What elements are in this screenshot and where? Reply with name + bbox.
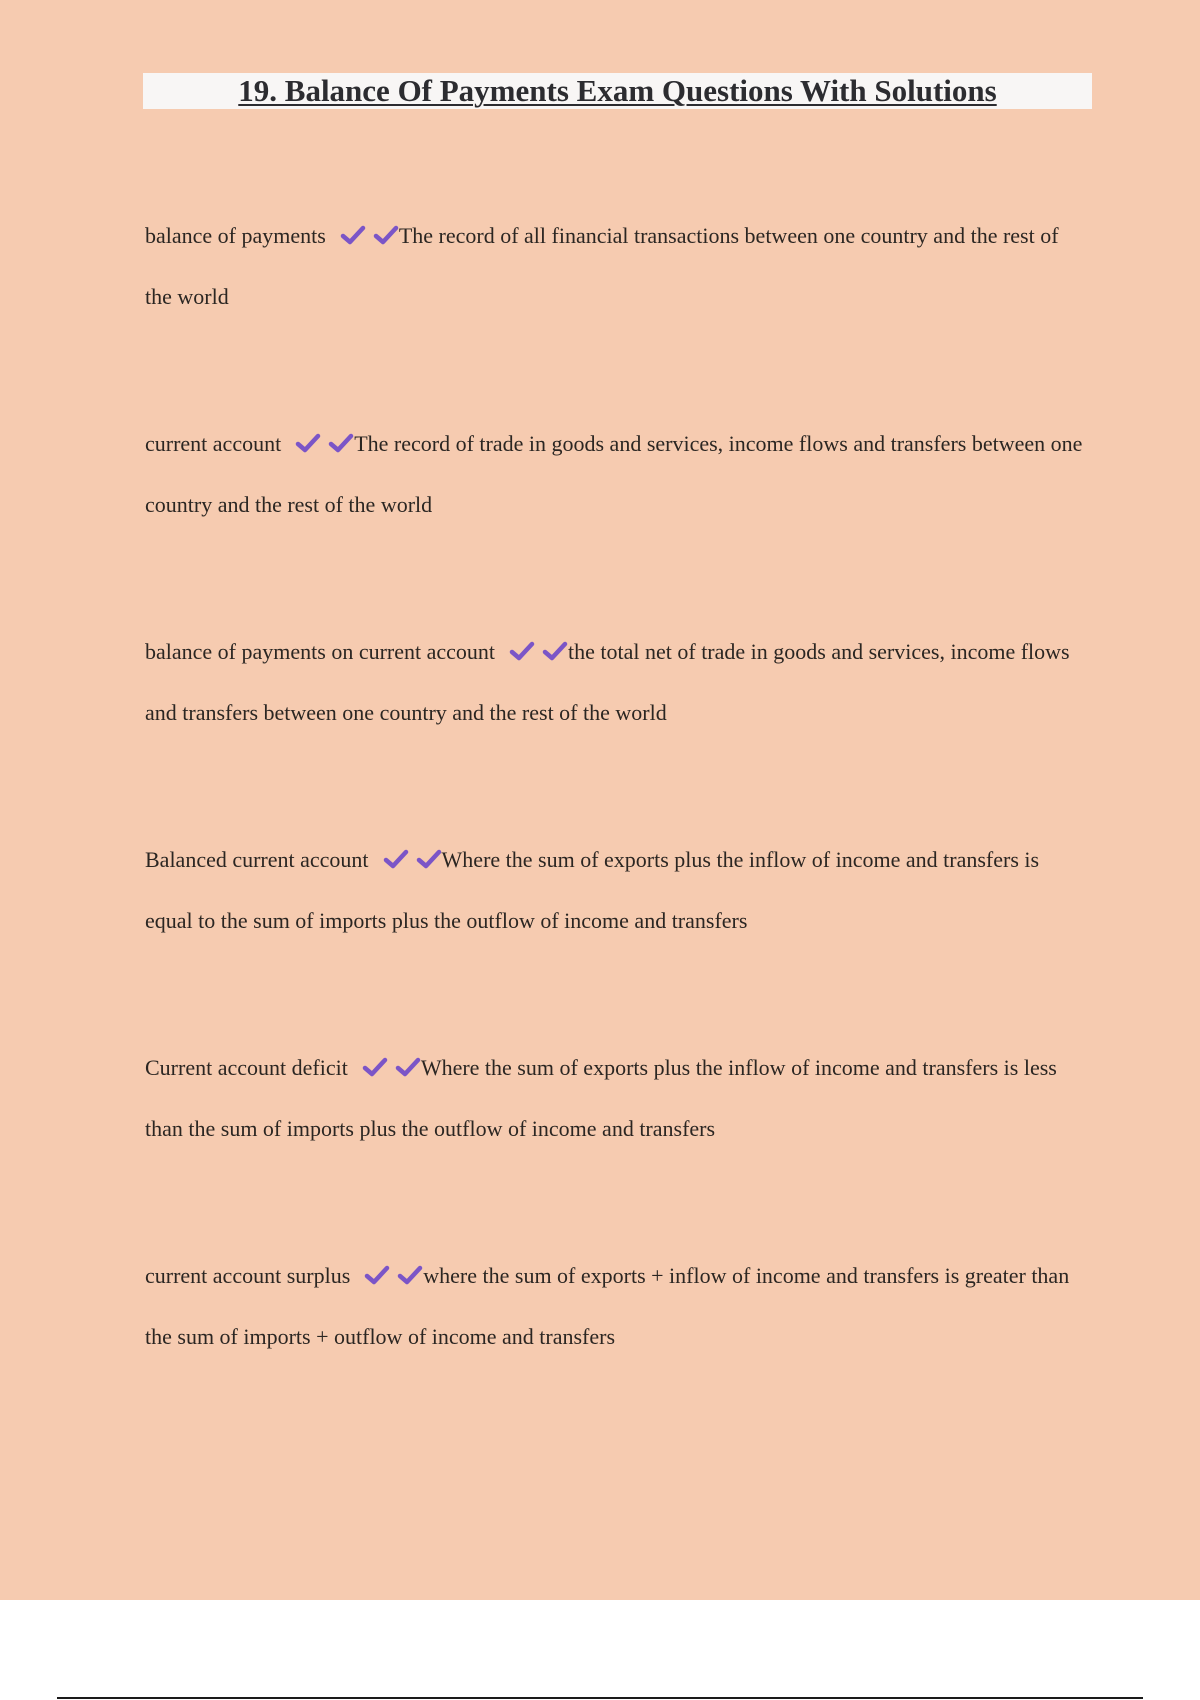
entry-definition: where the sum of exports + inflow of income and transfers is greater than the sum of imports + outflow of income and transfers — [145, 1263, 1070, 1349]
checkmark-icon — [295, 433, 321, 453]
entry-definition: the total net of trade in goods and services, income flows and transfers between one country and the rest of the world — [145, 639, 1070, 725]
entry-term: current account — [145, 431, 282, 456]
qa-entry-3 — [145, 621, 1085, 829]
entry-definition: Where the sum of exports plus the inflow of income and transfers is less than the sum of imports plus the outflow of income and transfers — [145, 1055, 1057, 1141]
checkmark-icon — [395, 1057, 421, 1077]
entry-definition: The record of all financial transactions between one country and the rest of the world — [145, 223, 1059, 309]
entry-definition: The record of trade in goods and services, income flows and transfers between one country and the rest of the world — [145, 431, 1083, 517]
entry-term: current account surplus — [145, 1263, 351, 1288]
title-band — [143, 73, 1092, 109]
checkmark-icon — [509, 641, 535, 661]
entry-term: Balanced current account — [145, 847, 369, 872]
checkmark-icon — [328, 433, 354, 453]
checkmark-icon — [373, 225, 399, 245]
qa-entry-5 — [145, 1037, 1085, 1245]
checkmark-icon — [542, 641, 568, 661]
entry-term: balance of payments on current account — [145, 639, 496, 664]
checkmark-icon — [364, 1265, 390, 1285]
qa-entry-1 — [145, 205, 1085, 413]
checkmark-icon — [362, 1057, 388, 1077]
footer-divider — [57, 1697, 1143, 1699]
checkmark-icon — [340, 225, 366, 245]
entry-term: balance of payments — [145, 223, 326, 248]
qa-entry-2 — [145, 413, 1085, 621]
checkmark-icon — [383, 849, 409, 869]
qa-list — [145, 205, 1085, 1453]
checkmark-icon — [397, 1265, 423, 1285]
document-title: 19. Balance Of Payments Exam Questions With Solutions — [238, 73, 997, 108]
qa-entry-4 — [145, 829, 1085, 1037]
entry-term: Current account deficit — [145, 1055, 348, 1080]
checkmark-icon — [416, 849, 442, 869]
entry-definition: Where the sum of exports plus the inflow of income and transfers is equal to the sum of imports plus the outflow of income and transfers — [145, 847, 1040, 933]
qa-entry-6 — [145, 1245, 1085, 1453]
